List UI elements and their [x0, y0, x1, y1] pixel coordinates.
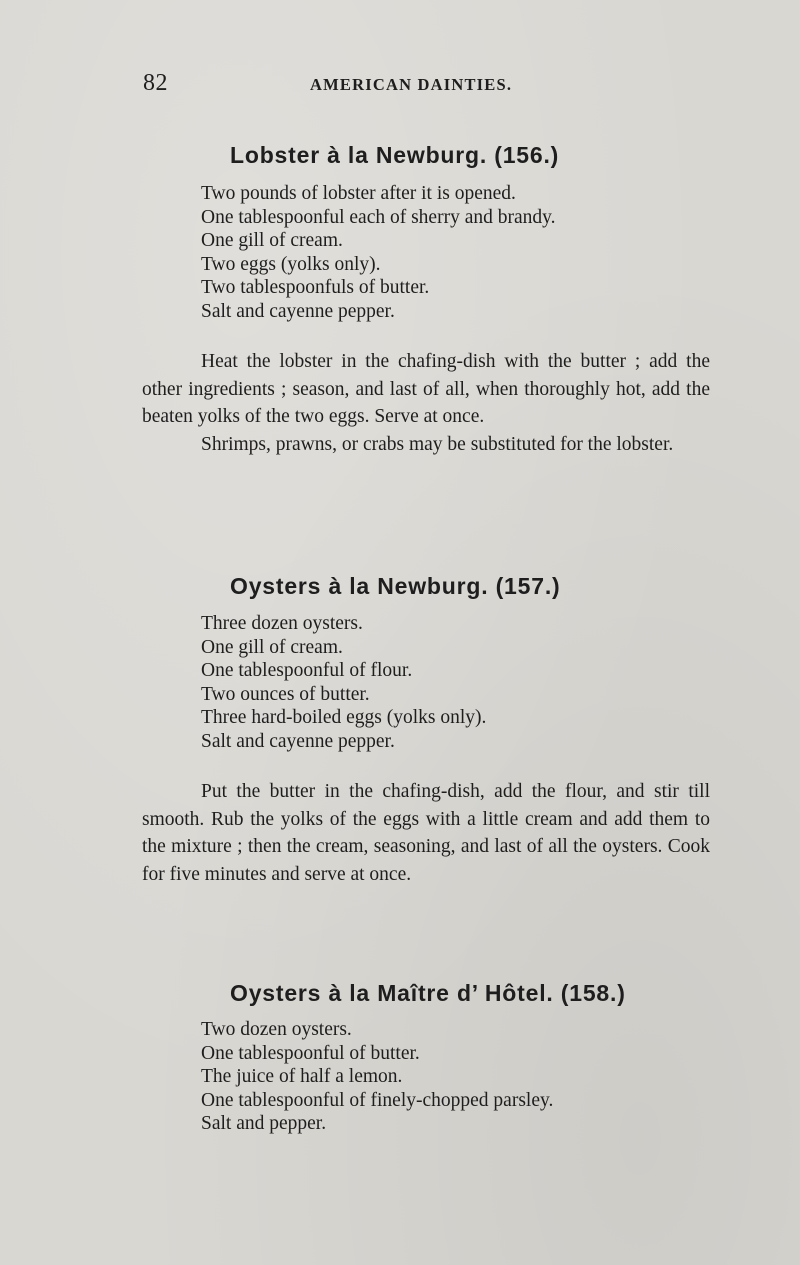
ingredient-line: One gill of cream. — [201, 230, 343, 252]
ingredient-line: The juice of half a lemon. — [201, 1066, 403, 1088]
ingredient-line: Two pounds of lobster after it is opened. — [201, 183, 516, 204]
page-number: 82 — [143, 70, 168, 96]
method-paragraph: Heat the lobster in the chafing-dish with the butter ; add the other ingredients ; season, and last of all, when thoroughly hot, add the beaten yolks of the two eggs. Serve at once. — [142, 351, 710, 427]
ingredient-line: One tablespoonful of butter. — [201, 1042, 420, 1064]
running-title: AMERICAN DAINTIES. — [310, 75, 513, 94]
ingredient-line: One tablespoonful of finely-chopped parsley. — [201, 1089, 554, 1111]
recipe-heading-156: Lobster à la Newburg. (156.) — [230, 142, 560, 168]
ingredient-list-157 — [201, 612, 486, 754]
ingredient-line: Salt and cayenne pepper. — [201, 730, 395, 752]
ingredient-line: Salt and cayenne pepper. — [201, 300, 395, 322]
ingredient-line: Salt and pepper. — [201, 1113, 327, 1135]
ingredient-line: Two tablespoonfuls of butter. — [201, 277, 430, 299]
ingredient-line: Three dozen oysters. — [201, 613, 363, 634]
method-paragraph: Shrimps, prawns, or crabs may be substituted for the lobster. — [201, 433, 674, 455]
ingredient-line: Three hard-boiled eggs (yolks only). — [201, 707, 487, 729]
running-head — [143, 70, 663, 100]
method-156 — [142, 348, 710, 458]
ingredient-line: Two dozen oysters. — [201, 1019, 352, 1040]
method-157 — [142, 778, 710, 888]
ingredient-list-158 — [201, 1018, 553, 1136]
ingredient-line: One gill of cream. — [201, 636, 343, 658]
recipe-heading-158: Oysters à la Maître d’ Hôtel. (158.) — [230, 980, 626, 1006]
ingredient-line: Two eggs (yolks only). — [201, 253, 381, 275]
ingredient-line: Two ounces of butter. — [201, 683, 370, 705]
method-paragraph: Put the butter in the chafing-dish, add the flour, and stir till smooth. Rub the yolks of the eggs with a little cream and add them to the mixture ; then the cream, seasoning, and last of all the oysters. Cook for five minutes and serve at once. — [142, 781, 710, 885]
ingredient-line: One tablespoonful of flour. — [201, 660, 413, 682]
ingredient-line: One tablespoonful each of sherry and brandy. — [201, 206, 556, 228]
ingredient-list-156 — [201, 182, 556, 324]
recipe-heading-157: Oysters à la Newburg. (157.) — [230, 573, 561, 599]
